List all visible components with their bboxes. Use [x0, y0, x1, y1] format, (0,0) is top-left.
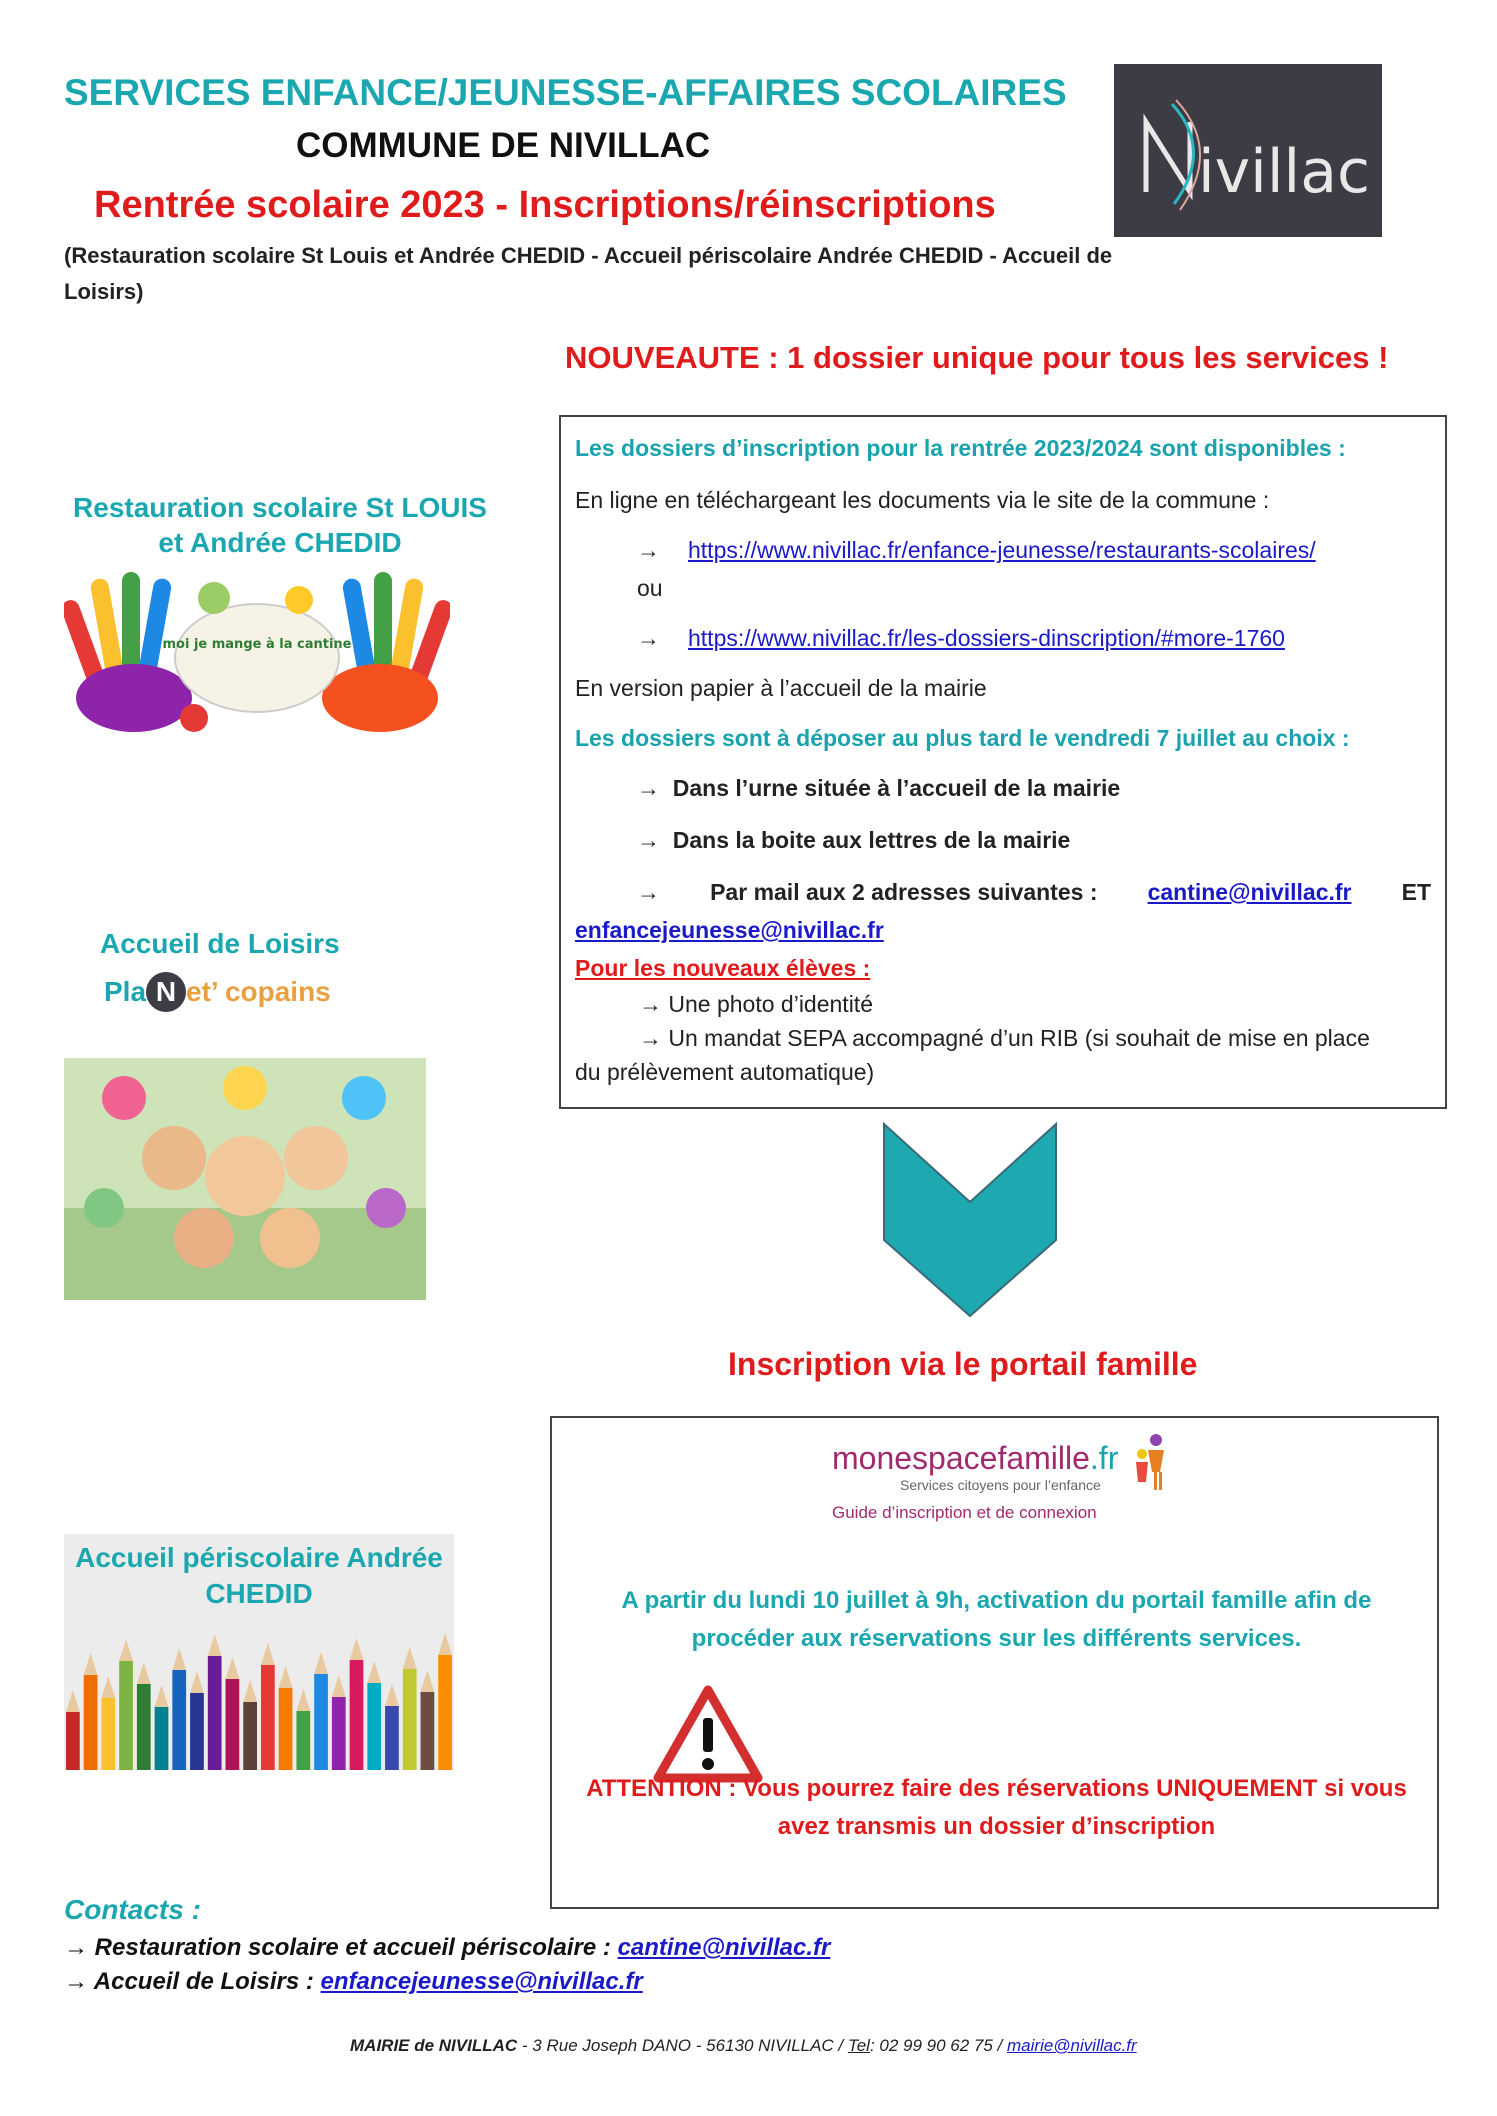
en-ligne-text: En ligne en téléchargeant les documents via le site de la commune :	[575, 487, 1270, 513]
nivillac-logo	[1114, 64, 1382, 237]
attention-text: ATTENTION : Vous pourrez faire des réservations UNIQUEMENT si vous avez transmis un dossier d’inscription	[586, 1775, 1407, 1840]
pencil	[208, 1656, 222, 1770]
contact-mail-enfancejeunesse[interactable]: enfancejeunesse@nivillac.fr	[320, 1968, 643, 1995]
contact-line-restauration	[64, 1934, 830, 1962]
arrow-icon: →	[637, 827, 660, 853]
contacts-title: Contacts :	[64, 1894, 201, 1925]
dispo-title: Les dossiers d’inscription pour la rentrée 2023/2024 sont disponibles :	[575, 435, 1346, 461]
pencil	[243, 1702, 257, 1770]
deposer-title: Les dossiers sont à déposer au plus tard le vendredi 7 juillet au choix :	[575, 725, 1350, 751]
pencil	[190, 1693, 204, 1770]
footer-mail-link[interactable]: mairie@nivillac.fr	[1007, 2036, 1137, 2055]
pencil	[226, 1679, 240, 1770]
link2-line	[575, 619, 1431, 657]
contact-label-loisirs: → Accueil de Loisirs :	[64, 1968, 321, 1995]
option-mail	[575, 873, 1431, 911]
nivillac-logo-graphic	[1114, 64, 1382, 237]
contact-mail-cantine[interactable]: cantine@nivillac.fr	[617, 1934, 831, 1961]
contact-line-loisirs	[64, 1968, 643, 1996]
nouveaux-item-photo: → Une photo d’identité	[639, 991, 873, 1017]
footer-tel: : 02 99 90 62 75 /	[869, 2036, 1008, 2055]
pencil	[367, 1683, 381, 1770]
pencil	[438, 1655, 452, 1770]
mef-logo-tagline: Services citoyens pour l’enfance	[900, 1477, 1101, 1493]
option-mail-label: Par mail aux 2 adresses suivantes :	[710, 879, 1098, 905]
periscolaire-caption: Accueil périscolaire Andrée CHEDID	[75, 1542, 443, 1609]
svg-text:ivillac: ivillac	[1198, 137, 1370, 207]
option-urne	[575, 769, 1431, 807]
mef-logo-tld: .fr	[1089, 1440, 1119, 1476]
footer-tel-label: Tel	[847, 2036, 870, 2055]
planet-pre: Pla	[104, 976, 147, 1007]
footer	[350, 2036, 1137, 2056]
footer-mairie: MAIRIE de NIVILLAC	[350, 2036, 518, 2055]
mail-enfancejeunesse-link[interactable]: enfancejeunesse@nivillac.fr	[575, 917, 884, 943]
pencil	[172, 1670, 186, 1770]
arrow-icon: →	[637, 625, 660, 651]
pencil	[350, 1660, 364, 1770]
ou-text: ou	[637, 575, 663, 601]
loisirs-caption: Accueil de Loisirs	[100, 928, 340, 959]
mail-cantine-link[interactable]: cantine@nivillac.fr	[1147, 879, 1352, 905]
arrow-icon: →	[637, 775, 660, 801]
pencil	[66, 1712, 80, 1770]
pencil	[421, 1692, 435, 1770]
header-subtitle: (Restauration scolaire St Louis et Andrée CHEDID - Accueil périscolaire Andrée CHEDID - Accueil de Loisirs)	[64, 243, 1113, 304]
nouveaux-eleves-title: Pour les nouveaux élèves :	[575, 955, 871, 981]
pencil	[155, 1707, 169, 1770]
header-rentree-title: Rentrée scolaire 2023 - Inscriptions/réinscriptions	[94, 184, 996, 226]
link-dossiers-inscription[interactable]: https://www.nivillac.fr/les-dossiers-dinscription/#more-1760	[688, 625, 1285, 651]
warning-icon	[652, 1684, 764, 1784]
planet-n-badge: N	[146, 972, 186, 1012]
pencil	[403, 1669, 417, 1770]
pencil	[296, 1711, 310, 1770]
pencil	[314, 1674, 328, 1770]
mef-logo-guide: Guide d’inscription et de connexion	[832, 1503, 1097, 1522]
et-text: ET	[1401, 879, 1431, 905]
nouveaux-item-sepa: → Un mandat SEPA accompagné d’un RIB (si souhait de mise en place	[639, 1025, 1370, 1051]
nouveaute-banner: NOUVEAUTE : 1 dossier unique pour tous les services !	[565, 340, 1389, 375]
option-boite-label: Dans la boite aux lettres de la mairie	[672, 827, 1071, 853]
option-urne-label: Dans l’urne située à l’accueil de la mairie	[672, 775, 1121, 801]
pencil	[279, 1688, 293, 1770]
nouveaux-item-sepa-cont: du prélèvement automatique)	[575, 1059, 875, 1085]
planet-post: et’ copains	[186, 976, 331, 1007]
chevron-down-icon	[880, 1120, 1060, 1320]
portal-box	[550, 1416, 1439, 1909]
pencil	[84, 1675, 98, 1770]
papier-text: En version papier à l’accueil de la mairie	[575, 675, 987, 701]
option-boite	[575, 821, 1431, 859]
arrow-icon: →	[637, 879, 660, 905]
arrow-icon: →	[637, 537, 660, 563]
mail2-line	[575, 911, 1431, 949]
info-box	[559, 415, 1447, 1109]
pencil	[137, 1684, 151, 1770]
family-icon	[1130, 1432, 1174, 1492]
pencil	[261, 1665, 275, 1770]
mef-logo-name: monespacefamille	[832, 1440, 1090, 1476]
link1-line	[575, 531, 1431, 569]
pencil	[385, 1706, 399, 1770]
cantine-image	[64, 568, 450, 736]
resto-caption: Restauration scolaire St LOUIS et Andrée CHEDID	[73, 492, 487, 558]
portail-title: Inscription via le portail famille	[728, 1346, 1198, 1382]
header-org-title: SERVICES ENFANCE/JEUNESSE-AFFAIRES SCOLAIRES	[64, 72, 1067, 113]
pencil	[119, 1661, 133, 1770]
monespacefamille-logo	[832, 1440, 1182, 1540]
header-commune: COMMUNE DE NIVILLAC	[296, 126, 711, 165]
portal-activation-text: A partir du lundi 10 juillet à 9h, activation du portail famille afin de procéder aux réservations sur les différents services.	[621, 1587, 1372, 1652]
contact-label-restauration: → Restauration scolaire et accueil périscolaire :	[64, 1934, 618, 1961]
planet-copains-logo	[104, 972, 331, 1012]
pencil	[332, 1697, 346, 1770]
cantine-img-text: moi je mange à la cantine	[162, 637, 352, 652]
footer-address: - 3 Rue Joseph DANO - 56130 NIVILLAC /	[517, 2036, 848, 2055]
link-restaurants-scolaires[interactable]: https://www.nivillac.fr/enfance-jeunesse/restaurants-scolaires/	[688, 537, 1316, 563]
kids-photo	[64, 1058, 426, 1300]
pencil	[101, 1698, 115, 1770]
